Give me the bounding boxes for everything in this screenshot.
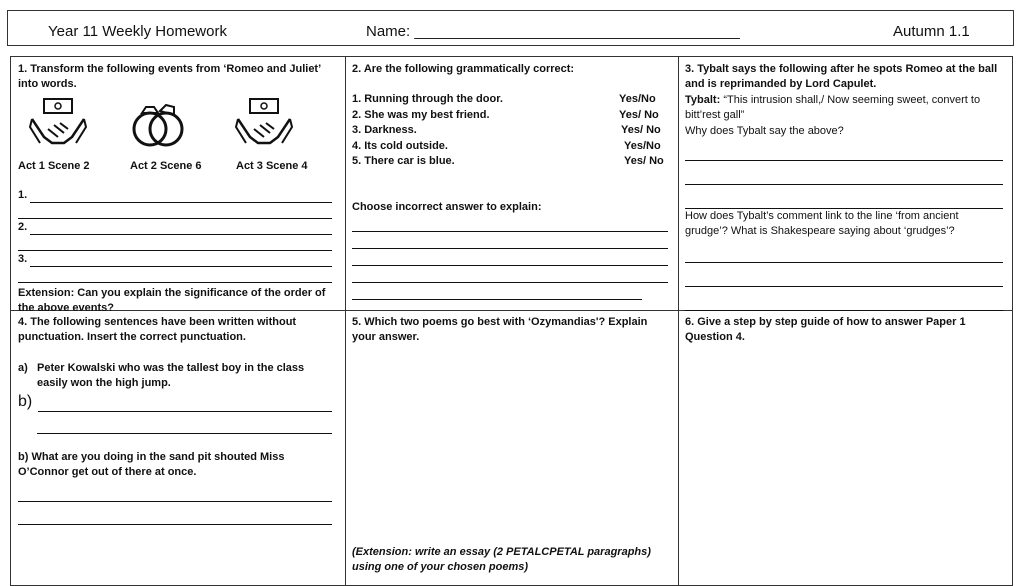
answer-line[interactable] bbox=[352, 218, 668, 232]
yes-no-choice[interactable]: Yes/No bbox=[619, 93, 656, 106]
yes-no-choice[interactable]: Yes/ No bbox=[624, 155, 664, 167]
answer-line[interactable] bbox=[352, 235, 668, 249]
yes-no-choice[interactable]: Yes/ No bbox=[621, 124, 661, 137]
question-3-prompt-2: How does Tybalt’s comment link to the line ‘from ancient grudge’? What is Shakespeare saying about ‘grudges’? bbox=[685, 210, 959, 238]
grammar-item-text: 4. Its cold outside. bbox=[352, 139, 448, 152]
sentence-a-text: Peter Kowalski who was the tallest boy in the class easily won the high jump. bbox=[37, 361, 305, 390]
answer-lines[interactable] bbox=[18, 189, 332, 283]
answer-line[interactable] bbox=[685, 273, 1003, 287]
question-4 bbox=[18, 315, 332, 525]
question-6 bbox=[685, 315, 1003, 346]
handshake-money-icon bbox=[234, 97, 294, 151]
column-divider bbox=[678, 57, 679, 585]
sentence-a bbox=[18, 361, 332, 392]
name-field[interactable]: Name: _______________________________________ bbox=[366, 23, 740, 40]
grammar-item-text: 5. There car is blue. bbox=[352, 155, 455, 167]
grammar-item bbox=[352, 108, 490, 123]
question-1 bbox=[18, 62, 332, 317]
answer-line[interactable] bbox=[37, 420, 332, 434]
question-4-title: 4. The following sentences have been written without punctuation. Insert the correct punctuation. bbox=[18, 316, 297, 344]
question-6-title: 6. Give a step by step guide of how to answer Paper 1 Question 4. bbox=[685, 316, 966, 344]
term-label: Autumn 1.1 bbox=[893, 23, 970, 40]
answer-line[interactable] bbox=[685, 195, 1003, 209]
answer-line[interactable] bbox=[18, 253, 332, 267]
act-label: Act 3 Scene 4 bbox=[236, 159, 308, 172]
answer-lines[interactable] bbox=[685, 147, 1003, 209]
homework-grid bbox=[10, 56, 1013, 586]
grammar-item bbox=[352, 123, 417, 138]
worksheet-header bbox=[7, 10, 1014, 46]
worksheet-title: Year 11 Weekly Homework bbox=[48, 23, 227, 40]
act-label: Act 1 Scene 2 bbox=[18, 159, 90, 172]
grammar-item bbox=[352, 154, 455, 169]
grammar-items bbox=[352, 92, 668, 169]
answer-line[interactable] bbox=[18, 269, 332, 283]
question-5 bbox=[352, 315, 668, 574]
sentence-a-label: a) bbox=[18, 361, 28, 374]
answer-line[interactable] bbox=[18, 221, 332, 235]
question-3-prompt-1: Why does Tybalt say the above? bbox=[685, 124, 844, 137]
grammar-item-text: 1. Running through the door. bbox=[352, 93, 503, 106]
answer-line[interactable] bbox=[38, 398, 332, 412]
sentence-b-text: b) What are you doing in the sand pit shouted Miss O’Connor get out of there at once. bbox=[18, 450, 285, 479]
answer-line[interactable] bbox=[18, 511, 332, 525]
answer-line[interactable] bbox=[685, 147, 1003, 161]
column-divider bbox=[345, 57, 346, 585]
question-5-extension: (Extension: write an essay (2 PETALCPETAL paragraphs) using one of your chosen poems) bbox=[352, 546, 651, 574]
grammar-item-text: 2. She was my best friend. bbox=[352, 108, 490, 121]
act-label: Act 2 Scene 6 bbox=[130, 159, 202, 172]
event-icons bbox=[18, 97, 332, 159]
answer-line[interactable] bbox=[352, 269, 668, 283]
sentence-b-label: b) bbox=[18, 392, 33, 410]
answer-lines[interactable] bbox=[685, 249, 1003, 311]
answer-line[interactable] bbox=[18, 488, 332, 502]
question-5-title: 5. Which two poems go best with ‘Ozymandias'? Explain your answer. bbox=[352, 316, 648, 344]
answer-line[interactable] bbox=[352, 252, 668, 266]
speaker-label: Tybalt: bbox=[685, 93, 721, 106]
question-1-extension: Extension: Can you explain the significance of the order of the above events? bbox=[18, 286, 326, 315]
answer-line[interactable] bbox=[18, 205, 332, 219]
answer-line[interactable] bbox=[18, 237, 332, 251]
question-2-title: 2. Are the following grammatically correct: bbox=[352, 63, 575, 75]
answer-line[interactable] bbox=[685, 171, 1003, 185]
question-1-title: 1. Transform the following events from ‘Romeo and Juliet’ into words. bbox=[18, 63, 321, 91]
handshake-money-icon bbox=[28, 97, 88, 151]
answer-lines[interactable] bbox=[352, 218, 668, 300]
yes-no-choice[interactable]: Yes/ No bbox=[619, 108, 659, 121]
tybalt-quote: “This intrusion shall,/ Now seeming sweet, convert to bitt’rest gall” bbox=[685, 93, 981, 122]
answer-number: 1. bbox=[18, 188, 30, 203]
grammar-item bbox=[352, 139, 448, 154]
answer-line[interactable] bbox=[685, 297, 1003, 311]
grammar-item-text: 3. Darkness. bbox=[352, 124, 417, 137]
answer-line[interactable] bbox=[685, 249, 1003, 263]
yes-no-choice[interactable]: Yes/No bbox=[624, 139, 661, 152]
question-3-title: 3. Tybalt says the following after he spots Romeo at the ball and is reprimanded by Lord Capulet. bbox=[685, 63, 998, 91]
sentence-b-answer[interactable] bbox=[18, 394, 332, 414]
answer-number: 2. bbox=[18, 220, 30, 235]
explain-prompt: Choose incorrect answer to explain: bbox=[352, 201, 542, 214]
act-labels bbox=[18, 159, 332, 175]
question-2 bbox=[352, 62, 668, 300]
answer-number: 3. bbox=[18, 252, 30, 267]
wedding-rings-icon bbox=[128, 97, 188, 151]
answer-line[interactable] bbox=[352, 286, 642, 300]
grammar-item bbox=[352, 92, 503, 107]
question-3 bbox=[685, 62, 1003, 311]
answer-line[interactable] bbox=[18, 189, 332, 203]
